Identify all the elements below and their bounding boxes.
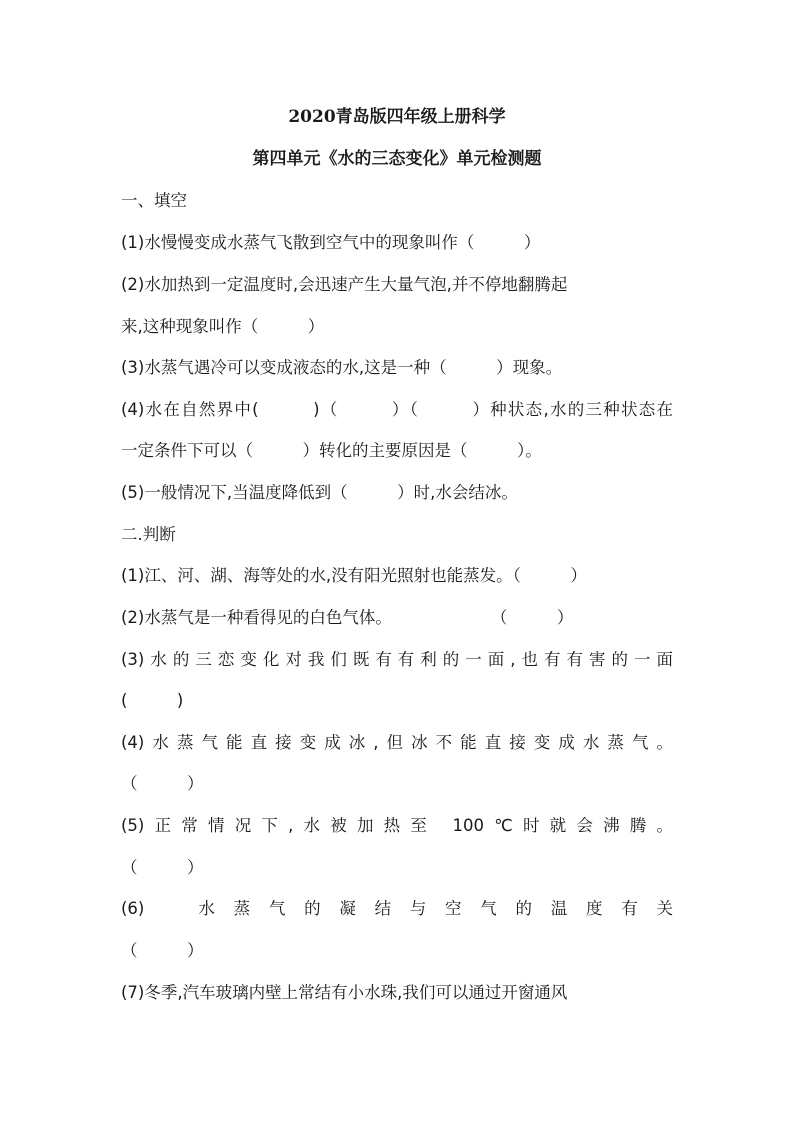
judge-answer-blank-3: ( ) bbox=[121, 691, 184, 710]
judge-answer-blank-5: （ ） bbox=[121, 858, 204, 877]
section-heading-fill: 一、填空 bbox=[121, 191, 187, 210]
judge-answer-blank-6: （ ） bbox=[121, 941, 204, 960]
judge-question-7: (7)冬季,汽车玻璃内壁上常结有小水珠,我们可以通过开窗通风 bbox=[121, 983, 568, 1002]
fill-question-4: (4)水在自然界中( )（ ）（ ）种状态,水的三种状态在 bbox=[121, 400, 673, 419]
judge-question-1: (1)江、河、湖、海等处的水,没有阳光照射也能蒸发。（ ） bbox=[121, 566, 587, 585]
fill-question-3: (3)水蒸气遇冷可以变成液态的水,这是一种（ ）现象。 bbox=[121, 358, 563, 377]
document-title: 2020青岛版四年级上册科学 bbox=[288, 107, 506, 127]
section-heading-judge: 二.判断 bbox=[121, 525, 176, 544]
fill-question-1: (1)水慢慢变成水蒸气飞散到空气中的现象叫作（ ） bbox=[121, 233, 541, 252]
fill-question-4-continued: 一定条件下可以（ ）转化的主要原因是（ ）。 bbox=[121, 441, 542, 460]
judge-question-4: (4)水蒸气能直接变成冰,但冰不能直接变成水蒸气。 bbox=[121, 733, 673, 752]
judge-question-5: (5)正常情况下,水被加热至 100℃时就会沸腾。 bbox=[121, 816, 673, 835]
fill-question-2-continued: 来,这种现象叫作（ ） bbox=[121, 317, 325, 336]
document-subtitle: 第四单元《水的三态变化》单元检测题 bbox=[252, 149, 542, 169]
fill-question-5: (5)一般情况下,当温度降低到（ ）时,水会结冰。 bbox=[121, 483, 518, 502]
judge-answer-blank-4: （ ） bbox=[121, 774, 204, 793]
judge-question-2: (2)水蒸气是一种看得见的白色气体。 （ ） bbox=[121, 608, 574, 627]
judge-question-6: (6) 水蒸气的凝结与空气的温度有关 bbox=[121, 899, 673, 918]
fill-question-2: (2)水加热到一定温度时,会迅速产生大量气泡,并不停地翻腾起 bbox=[121, 275, 568, 294]
judge-question-3: (3)水的三恋变化对我们既有有利的一面,也有有害的一面 bbox=[121, 650, 673, 669]
